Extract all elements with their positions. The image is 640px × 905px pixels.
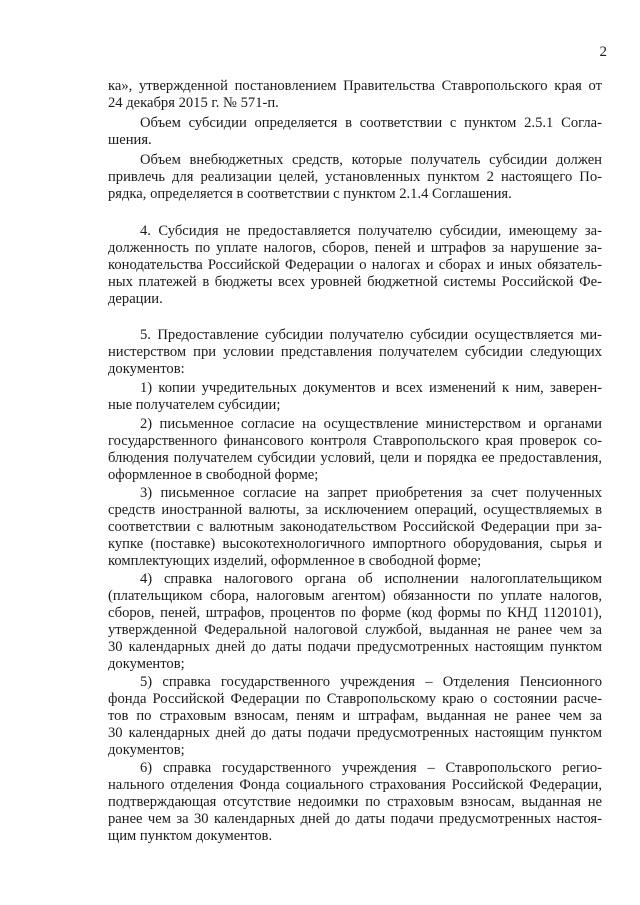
- text-line: 4. Субсидия не предоставляется получателю субсидии, имеющему за-: [140, 223, 602, 239]
- text-line: документов:: [108, 361, 185, 377]
- text-line: дерации.: [108, 291, 163, 307]
- list-item-line: средств иностранной валюты, за исключением операций, осуществляемых в: [108, 502, 602, 518]
- list-item-line: соответствии с валютным законодательством Российской Федерации при за-: [108, 519, 602, 535]
- list-item-line: нального отделения Фонда социального страхования Российской Федерации,: [108, 777, 602, 793]
- text-line: шения.: [108, 132, 152, 148]
- list-item-line: государственного финансового контроля Ставропольского края проверок со-: [108, 433, 602, 449]
- list-item-line: 3) письменное согласие на запрет приобретения за счет полученных: [140, 485, 602, 501]
- text-line: Объем внебюджетных средств, которые получатель субсидии должен: [140, 152, 602, 168]
- list-item-line: 30 календарных дней до даты подачи предусмотренных настоящим пунктом: [108, 639, 602, 655]
- text-line: ных платежей в бюджеты всех уровней бюджетной системы Российской Фе-: [108, 274, 602, 290]
- text-line: ка», утвержденной постановлением Правительства Ставропольского края от: [108, 78, 602, 94]
- text-line: 24 декабря 2015 г. № 571-п.: [108, 95, 279, 111]
- list-item-line: тов по страховым взносам, пеням и штрафам, выданная не ранее чем за: [108, 708, 602, 724]
- text-line: рядка, определяется в соответствии с пунктом 2.1.4 Соглашения.: [108, 186, 512, 202]
- text-line: долженность по уплате налогов, сборов, пеней и штрафов за нарушение за-: [108, 240, 602, 256]
- list-item-line: (плательщиком сбора, налоговым агентом) обязанности по уплате налогов,: [108, 588, 602, 604]
- list-item-line: комплектующих изделий, оформленное в свободной форме;: [108, 553, 482, 569]
- list-item-line: 30 календарных дней до даты подачи предусмотренных настоящим пунктом: [108, 725, 602, 741]
- list-item-line: 2) письменное согласие на осуществление министерством и органами: [140, 416, 602, 432]
- text-line: конодательства Российской Федерации о налогах и сборах и иных обязатель-: [108, 257, 602, 273]
- list-item-line: фонда Российской Федерации по Ставропольскому краю о состоянии расче-: [108, 691, 602, 707]
- list-item-line: ные получателем субсидии;: [108, 397, 281, 413]
- list-item-line: блюдения получателем субсидии условий, цели и порядка ее предоставления,: [108, 450, 602, 466]
- list-item-line: оформленное в свободной форме;: [108, 467, 319, 483]
- list-item-line: щим пунктом документов.: [108, 828, 273, 844]
- list-item-line: ранее чем за 30 календарных дней до даты подачи предусмотренных настоя-: [108, 811, 602, 827]
- list-item-line: документов;: [108, 742, 185, 758]
- list-item-line: 5) справка государственного учреждения – Отделения Пенсионного: [140, 674, 602, 690]
- page-number: 2: [599, 44, 607, 60]
- text-line: 5. Предоставление субсидии получателю субсидии осуществляется ми-: [140, 327, 602, 343]
- list-item-line: 6) справка государственного учреждения – Ставропольского регио-: [140, 760, 602, 776]
- list-item-line: документов;: [108, 656, 185, 672]
- list-item-line: купке (поставке) высокотехнологичного импортного оборудования, сырья и: [108, 536, 602, 552]
- text-line: привлечь для реализации целей, установленных пунктом 2 настоящего По-: [108, 169, 602, 185]
- list-item-line: 1) копии учредительных документов и всех изменений к ним, заверен-: [140, 380, 602, 396]
- list-item-line: подтверждающая отсутствие недоимки по страховым взносам, выданная не: [108, 794, 602, 810]
- list-item-line: утвержденной Федеральной налоговой службой, выданная не ранее чем за: [108, 622, 602, 638]
- list-item-line: сборов, пеней, штрафов, процентов по форме (код формы по КНД 1120101),: [108, 605, 602, 621]
- text-line: Объем субсидии определяется в соответствии с пунктом 2.5.1 Согла-: [140, 115, 602, 131]
- text-line: нистерством при условии представления получателем субсидии следующих: [108, 344, 602, 360]
- list-item-line: 4) справка налогового органа об исполнении налогоплательщиком: [140, 571, 602, 587]
